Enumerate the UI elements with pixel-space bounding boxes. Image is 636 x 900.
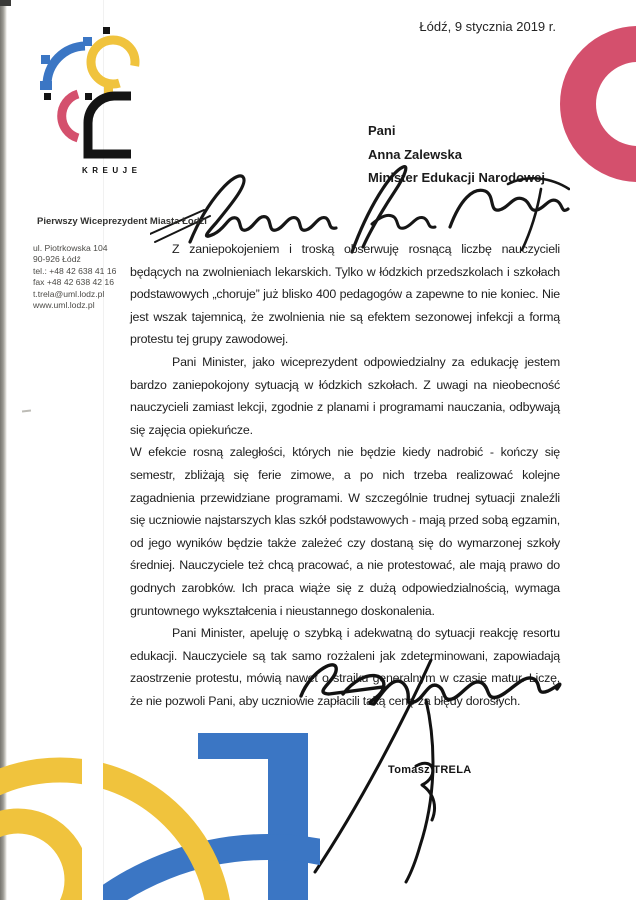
art-fold-gap xyxy=(82,725,103,900)
sender-email: t.trela@uml.lodz.pl xyxy=(33,288,105,299)
logo-tagline: KREUJE xyxy=(82,166,142,175)
sender-fax: fax +48 42 638 42 16 xyxy=(33,277,114,288)
logo-l-slash xyxy=(41,55,50,64)
art-yellow-ring-small xyxy=(0,821,77,900)
logo-l-foot xyxy=(40,81,52,90)
signer-name: Tomasz TRELA xyxy=(388,764,472,776)
sender-phone: tel.: +48 42 638 41 16 xyxy=(33,265,117,276)
logo-l-stub xyxy=(83,37,92,46)
letter-date: Łódź, 9 stycznia 2019 r. xyxy=(419,19,556,34)
logo-letter-l-blue xyxy=(47,46,85,85)
logo-dot-mid xyxy=(85,93,92,100)
lodz-kreuje-logo xyxy=(36,24,146,166)
sender-website: www.uml.lodz.pl xyxy=(33,300,95,311)
scan-corner-artifact xyxy=(0,0,11,6)
logo-letter-z-black xyxy=(88,96,131,154)
paragraph-2: Pani Minister, jako wiceprezydent odpowiedzialny za edukację jestem bardzo zaniepokojony sytuacją w łódzkich szkołach. Z uwagi na nieobecność nauczycieli zamiast lekcji, zgodnie z planami i programami nauczania, odbywają się zajęcia opiekuńcze. xyxy=(130,354,560,437)
sender-title: Pierwszy Wiceprezydent Miasta Łodzi xyxy=(37,216,207,227)
logo-dot-top xyxy=(103,27,110,34)
recipient-line-salutation: Pani xyxy=(368,123,396,138)
sender-contact-block xyxy=(33,243,116,311)
scan-speck-artifact xyxy=(22,410,31,413)
paragraph-1: Z zaniepokojeniem i troską obserwuję rosnącą liczbę nauczycieli będących na zwolnieniach lekarskich. Tylko w łódzkich przedszkolach i szkołach podstawowych „choruje” już blisko 400 pedagogów a zapewne to nie koniec. Nie jest wszak tajemnicą, że zwolnienia nie są efektem sezonowej infekcji a formą protestu tej grupy zawodowej. xyxy=(130,242,560,347)
logo-letter-o-yellow xyxy=(91,40,135,84)
logo-dot-left xyxy=(44,93,51,100)
sender-street: ul. Piotrkowska 104 xyxy=(33,243,108,253)
logo-letter-d-red xyxy=(62,94,78,138)
art-blue-bar xyxy=(268,733,308,900)
bottom-brand-graphic xyxy=(0,725,320,900)
letter-body xyxy=(130,238,560,712)
recipient-line-name: Anna Zalewska xyxy=(368,146,462,162)
paragraph-4: Pani Minister, apeluję o szybką i adekwatną do sytuacji reakcję resortu edukacji. Nauczyciele są tak samo rozżaleni jak zdeterminowani, zapowiadają zaostrzenie protestu, mówią nawet o strajku generalnym w czasie matur. Liczę, że nie pozwoli Pani, aby uczniowie zapłacili taką cenę za błędy dorosłych. xyxy=(130,626,560,708)
recipient-line-role: Minister Edukacji Narodowej xyxy=(368,170,545,185)
paragraph-3: W efekcie rosną zaległości, których nie będzie kiedy nadrobić - kończy się semestr, zbliżają się ferie zimowe, a po nich trzeba realizować kolejne zagadnienia przewidziane programami. W szczególnie trudnej sytuacji znaleźli się uczniowie najstarszych klas szkół podstawowych - mają przed sobą egzamin, od jego wyników będzie także zależeć czy dostaną się do wymarzonej szkoły średniej. Nauczyciele też chcą pracować, a nie protestować, ale mają prawo do godnych zarobków. Ich praca wiąże się z dużą odpowiedzialnością, wymaga gruntownego wykształcenia i nieustannego doskonalenia. xyxy=(130,445,560,618)
sender-city: 90-926 Łódź xyxy=(33,254,81,265)
